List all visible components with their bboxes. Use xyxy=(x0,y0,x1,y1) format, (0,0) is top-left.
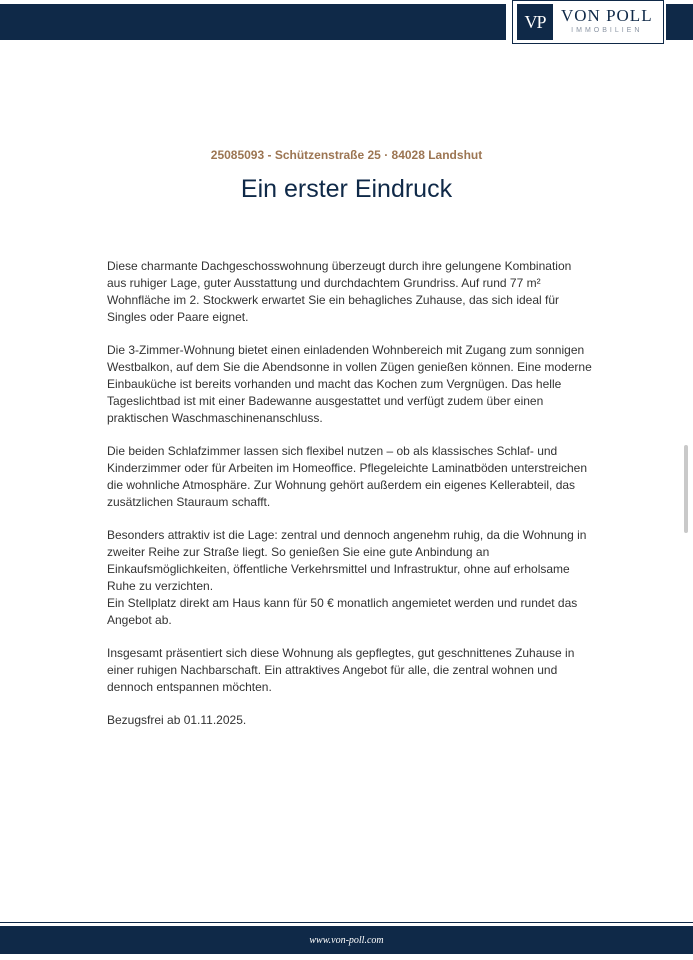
footer-divider xyxy=(0,922,693,923)
logo-monogram: VP xyxy=(517,4,553,40)
listing-reference: 25085093 - Schützenstraße 25 · 84028 Landshut xyxy=(210,148,483,162)
paragraph-rooms: Die 3-Zimmer-Wohnung bietet einen einladenden Wohnbereich mit Zugang zum sonnigen Westbalkon, auf dem Sie die Abendsonne in vollen Zügen genießen können. Eine moderne Einbauküche ist bereits vorhanden und macht das Kochen zum Vergnügen. Das helle Tageslichtbad ist mit einer Badewanne ausgestattet und verfügt zudem über einen praktischen Waschmaschinenanschluss. xyxy=(107,343,592,425)
paragraph-intro: Diese charmante Dachgeschosswohnung überzeugt durch ihre gelungene Kombination aus ruhiger Lage, guter Ausstattung und durchdachtem Grundriss. Auf rund 77 m² Wohnfläche im 2. Stockwerk erwartet Sie ein behagliches Zuhause, das sich ideal für Singles oder Paare eignet. xyxy=(107,259,572,324)
paragraph-summary: Insgesamt präsentiert sich diese Wohnung als gepflegtes, gut geschnittenes Zuhause in einer ruhigen Nachbarschaft. Ein attraktives Angebot für alle, die zentral wohnen und dennoch entspannen möchten. xyxy=(107,646,575,694)
header-bar-end xyxy=(666,4,693,40)
paragraph-location: Besonders attraktiv ist die Lage: zentral und dennoch angenehm ruhig, da die Wohnung in zweiter Reihe zur Straße liegt. So genießen Sie eine gute Anbindung an Einkaufsmöglichkeiten, öffentliche Verkehrsmittel und Infrastruktur, ohne auf erholsame Ruhe zu verzichten. xyxy=(107,528,587,593)
brand-subtitle: IMMOBILIEN xyxy=(571,27,643,34)
header-bar xyxy=(0,4,506,40)
logo-wordmark xyxy=(561,7,653,37)
paragraph-availability: Bezugsfrei ab 01.11.2025. xyxy=(107,713,247,727)
footer-bar xyxy=(0,926,693,954)
brand-name: VON POLL xyxy=(561,6,653,25)
page-title: Ein erster Eindruck xyxy=(240,175,453,203)
footer-website-link[interactable]: www.von-poll.com xyxy=(309,934,384,946)
brand-logo[interactable] xyxy=(512,0,664,44)
description-text xyxy=(107,258,592,745)
scrollbar-thumb[interactable] xyxy=(684,445,688,533)
paragraph-bedrooms: Die beiden Schlafzimmer lassen sich flexibel nutzen – ob als klassisches Schlaf- und Kinderzimmer oder für Arbeiten im Homeoffice. Pflegeleichte Laminatböden unterstreichen die wohnliche Atmosphäre. Zur Wohnung gehört außerdem ein eigenes Kellerabteil, das zusätzlichen Stauraum schafft. xyxy=(107,444,588,509)
paragraph-parking: Ein Stellplatz direkt am Haus kann für 50 € monatlich angemietet werden und rundet das Angebot ab. xyxy=(107,596,578,627)
